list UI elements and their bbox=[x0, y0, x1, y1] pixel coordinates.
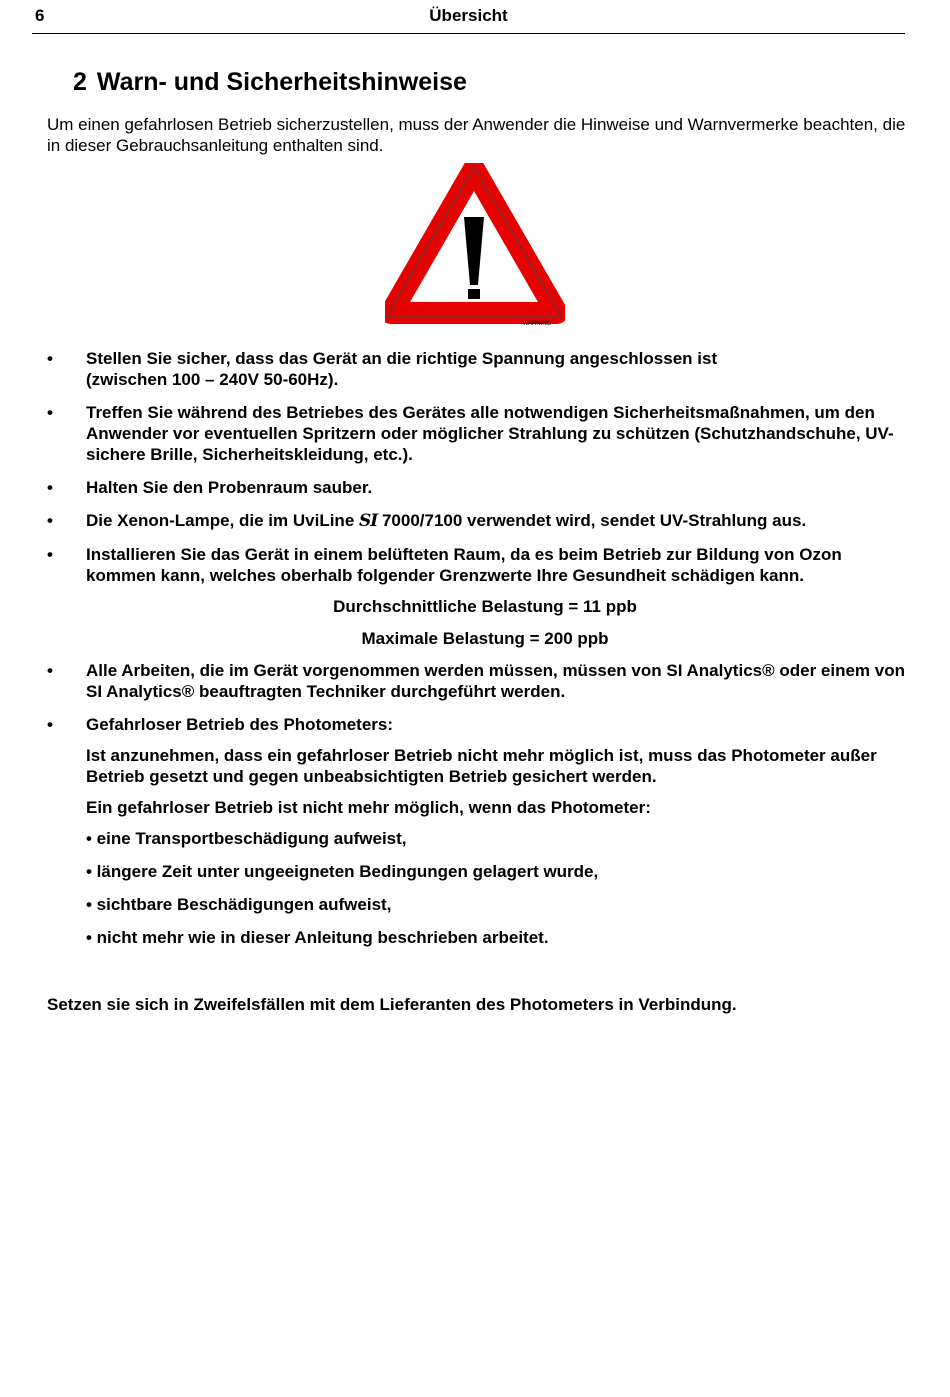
list-item bbox=[47, 714, 907, 735]
header-title: Übersicht bbox=[429, 6, 508, 25]
warning-caption: WARNING bbox=[522, 321, 552, 327]
list-item-text: Alle Arbeiten, die im Gerät vorgenommen werden müssen, müssen von SI Analytics® oder einem von SI Analytics® beauftragten Techniker durchgeführt werden. bbox=[86, 661, 905, 701]
closing-paragraph: Setzen sie sich in Zweifelsfällen mit dem Lieferanten des Photometers in Verbindung. bbox=[47, 995, 737, 1014]
safety-list bbox=[47, 348, 907, 960]
bullet-icon: • bbox=[47, 349, 53, 368]
maximum-exposure: Maximale Belastung = 200 ppb bbox=[361, 629, 609, 648]
bullet-icon: • bbox=[47, 545, 53, 564]
bullet-icon: • bbox=[47, 511, 53, 530]
list-item bbox=[47, 544, 907, 586]
bullet-icon: • bbox=[47, 478, 53, 497]
section-title-text: Warn- und Sicherheitshinweise bbox=[96, 68, 467, 96]
condition-item: • eine Transportbeschädigung aufweist, bbox=[86, 829, 407, 848]
safe-operation-paragraph: Ist anzunehmen, dass ein gefahrloser Betrieb nicht mehr möglich ist, muss das Photometer außer Betrieb gesetzt und gegen unbeabsichtigten Betrieb gesichert werden. bbox=[86, 746, 877, 786]
list-item bbox=[47, 348, 907, 390]
list-item-text: Treffen Sie während des Betriebes des Gerätes alle notwendigen Sicherheitsmaßnahmen, um den Anwender vor eventuellen Spritzern oder möglicher Strahlung zu schützen (Schutzhandschuhe, UV-sichere Brille, Sicherheitskleidung, etc.). bbox=[86, 403, 894, 464]
list-item-text: Halten Sie den Probenraum sauber. bbox=[86, 478, 373, 497]
list-item bbox=[47, 660, 907, 702]
condition-item: • sichtbare Beschädigungen aufweist, bbox=[86, 895, 392, 914]
xenon-text-end: 7000/7100 verwendet wird, sendet UV-Strahlung aus. bbox=[377, 511, 807, 530]
section-title bbox=[73, 68, 467, 97]
list-item-text: Stellen Sie sicher, dass das Gerät an die richtige Spannung angeschlossen ist bbox=[86, 349, 718, 368]
safe-operation-condition-intro: Ein gefahrloser Betrieb ist nicht mehr möglich, wenn das Photometer: bbox=[86, 798, 651, 817]
condition-item: • nicht mehr wie in dieser Anleitung beschrieben arbeitet. bbox=[86, 928, 549, 947]
list-item bbox=[47, 510, 907, 532]
list-item bbox=[47, 402, 907, 465]
bullet-icon: • bbox=[47, 661, 53, 680]
bullet-icon: • bbox=[47, 715, 53, 734]
list-item-text bbox=[86, 510, 907, 532]
warning-triangle-icon bbox=[385, 163, 565, 328]
list-item-text: (zwischen 100 – 240V 50-60Hz). bbox=[86, 370, 339, 389]
section-number: 2 bbox=[73, 68, 87, 96]
list-item bbox=[47, 477, 907, 498]
intro-paragraph: Um einen gefahrlosen Betrieb sicherzustellen, muss der Anwender die Hinweise und Warnvermerke beachten, die in dieser Gebrauchsanleitung enthalten sind. bbox=[47, 115, 906, 155]
list-item-text: Gefahrloser Betrieb des Photometers: bbox=[86, 715, 394, 734]
page-header bbox=[32, 6, 905, 34]
si-logo: SI bbox=[359, 511, 378, 531]
list-item-text: Installieren Sie das Gerät in einem belüfteten Raum, da es beim Betrieb zur Bildung von Ozon kommen kann, welches oberhalb folgender Grenzwerte Ihre Gesundheit schädigen kann. bbox=[86, 545, 842, 585]
xenon-text-start: Die Xenon-Lampe, die im UviLine bbox=[86, 511, 359, 530]
average-exposure: Durchschnittliche Belastung = 11 ppb bbox=[333, 597, 637, 616]
page-number: 6 bbox=[35, 6, 45, 25]
bullet-icon: • bbox=[47, 403, 53, 422]
condition-item: • längere Zeit unter ungeeigneten Bedingungen gelagert wurde, bbox=[86, 862, 599, 881]
